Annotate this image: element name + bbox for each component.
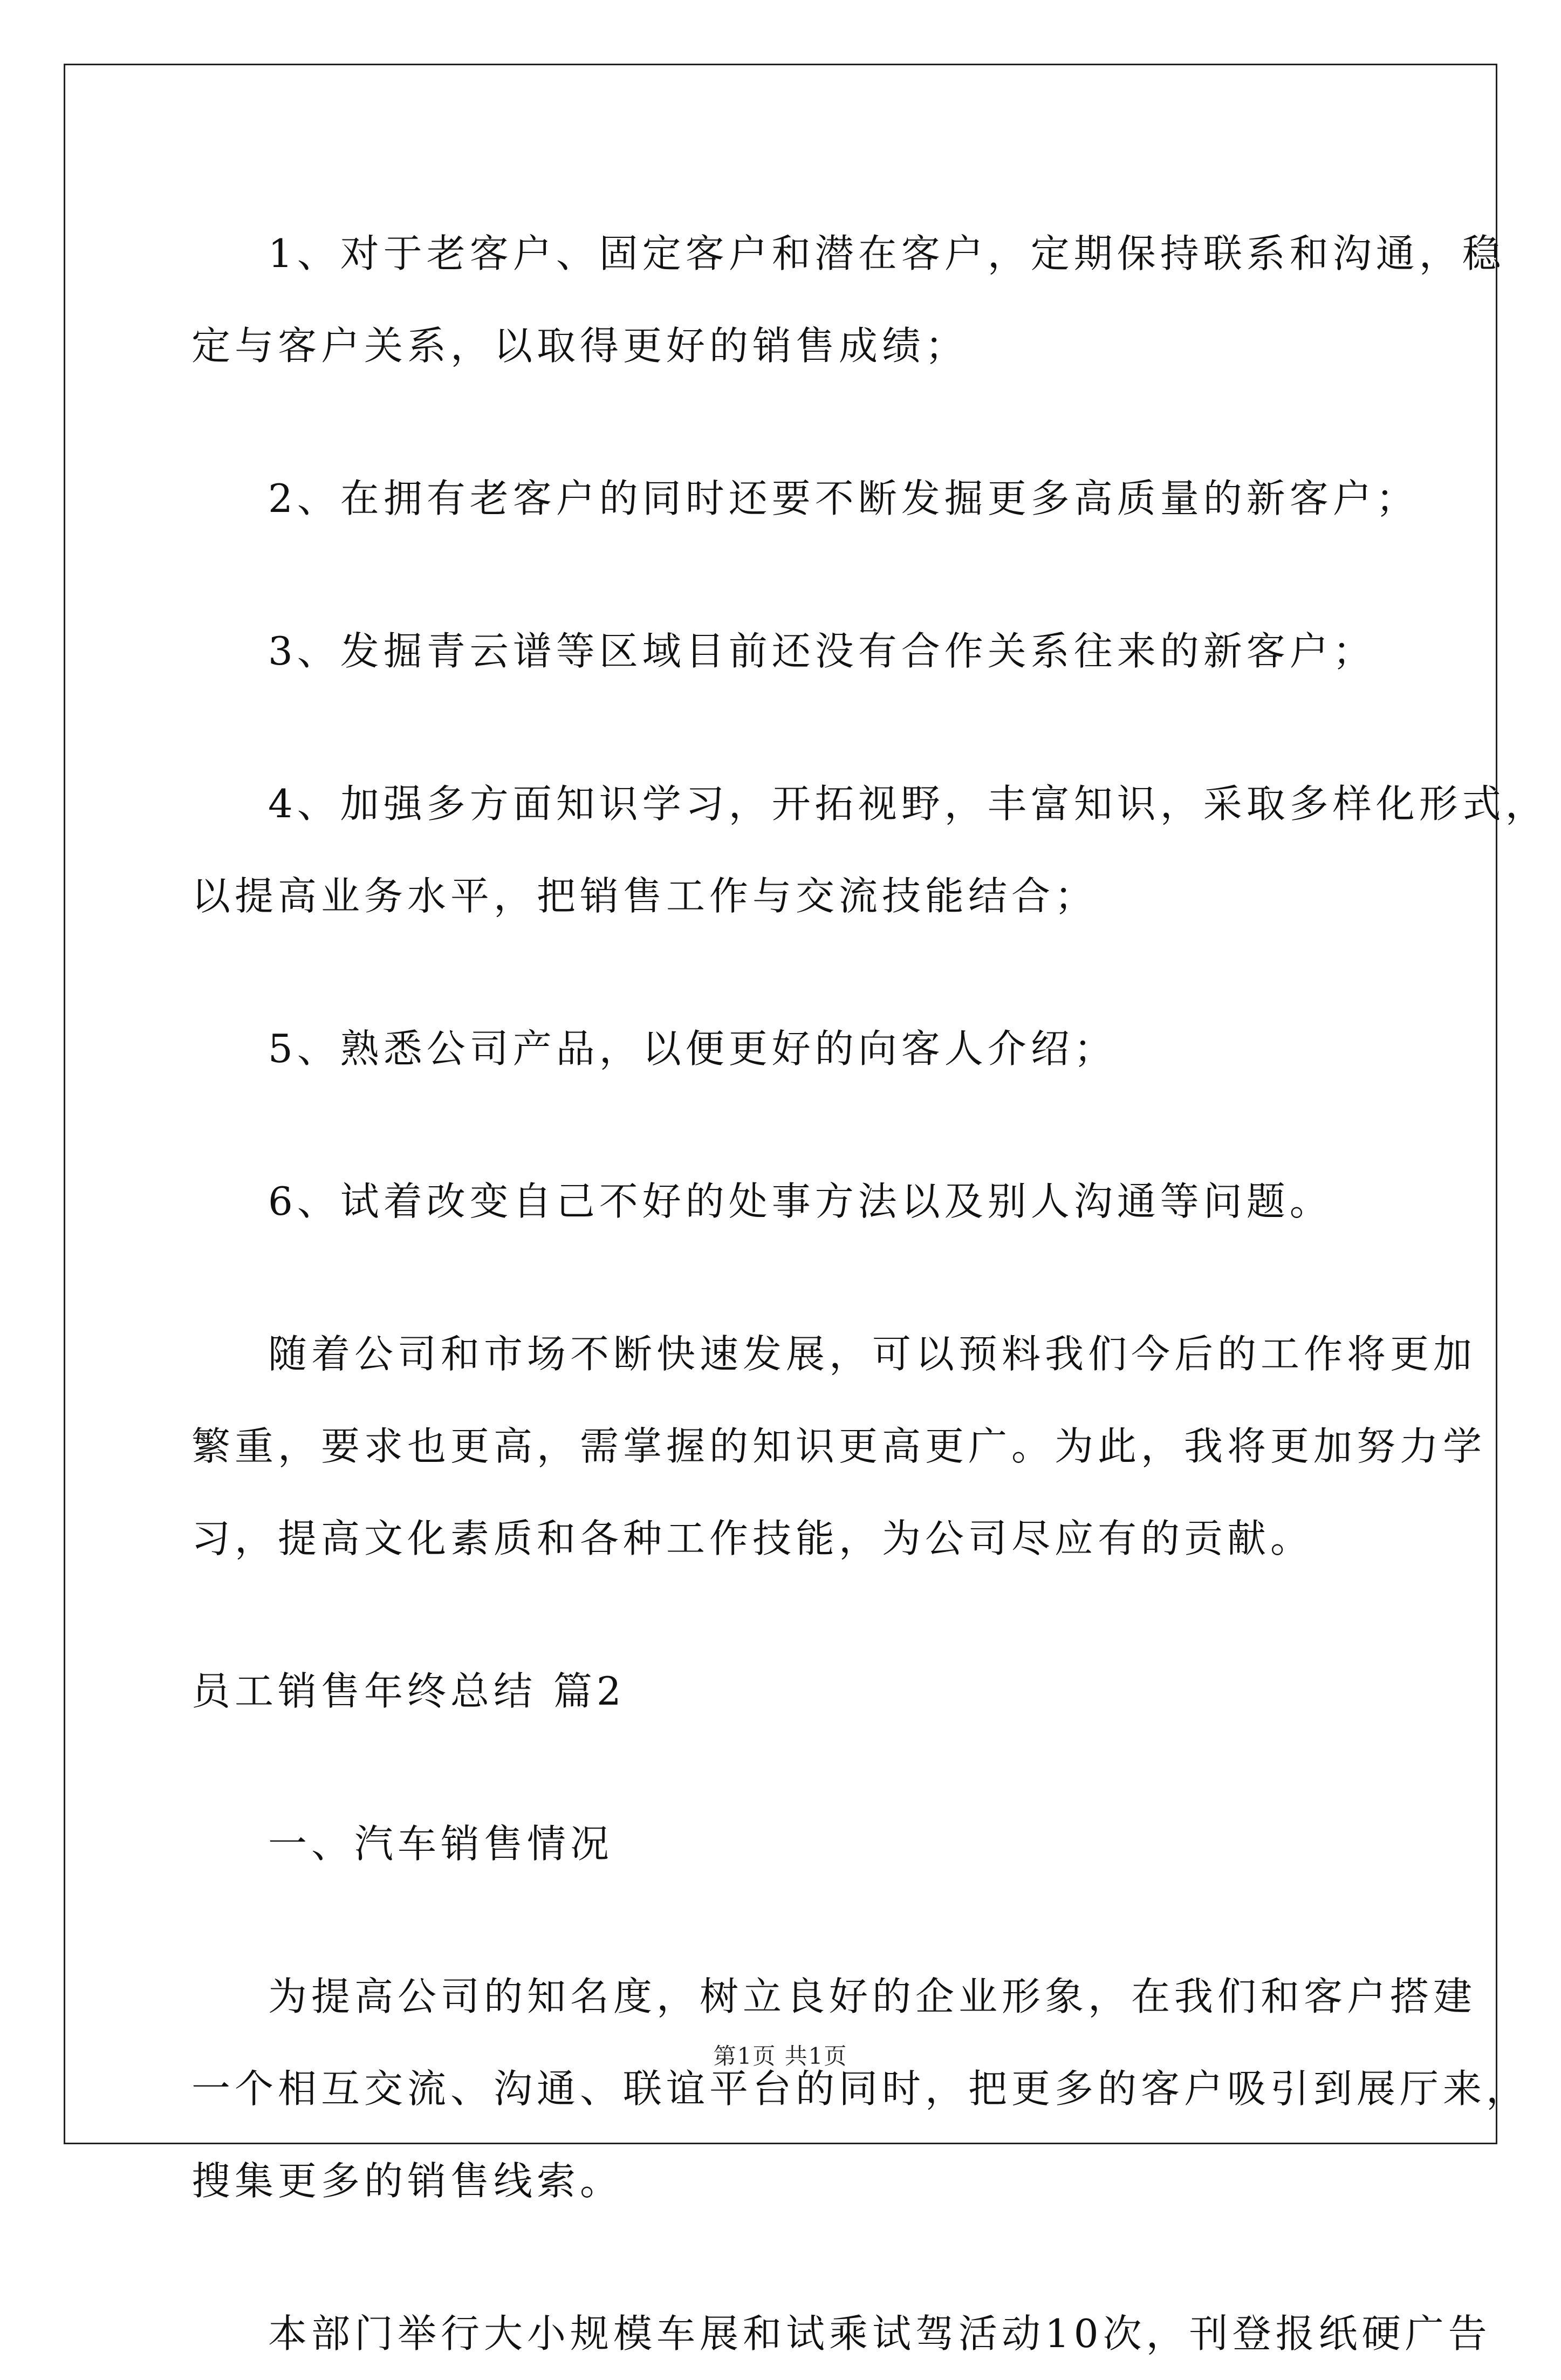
text-line: 以提高业务水平，把销售工作与交流技能结合； xyxy=(191,873,1098,919)
text-line: 6、试着改变自己不好的处事方法以及别人沟通等问题。 xyxy=(268,1179,1333,1224)
paragraph xyxy=(191,1003,1395,1095)
paragraph xyxy=(191,1951,1530,2227)
subheading xyxy=(191,1798,1395,1890)
text-line: 为提高公司的知名度，树立良好的企业形象，在我们和客户搭建 xyxy=(268,1974,1477,2019)
paragraph xyxy=(191,208,1505,392)
paragraph xyxy=(191,758,1549,942)
text-line: 一个相互交流、沟通、联谊平台的同时，把更多的客户吸引到展厅来， xyxy=(191,2066,1530,2111)
text-line: 本部门举行大小规模车展和试乘试驾活动10次，刊登报纸硬广告 xyxy=(268,2311,1491,2356)
paragraph xyxy=(191,453,1419,545)
text-line: 3、发掘青云谱等区域目前还没有合作关系往来的新客户； xyxy=(268,628,1376,674)
paragraph xyxy=(191,1155,1395,1248)
subheading-text: 一、汽车销售情况 xyxy=(268,1821,614,1866)
text-line: 繁重，要求也更高，需掌握的知识更高更广。为此，我将更加努力学 xyxy=(191,1424,1487,1469)
text-line: 习，提高文化素质和各种工作技能，为公司尽应有的贡献。 xyxy=(191,1516,1314,1561)
paragraph xyxy=(191,1308,1487,1585)
text-line: 5、熟悉公司产品，以便更好的向客人介绍； xyxy=(268,1026,1117,1071)
text-line: 搜集更多的销售线索。 xyxy=(191,2158,624,2204)
text-line: 4、加强多方面知识学习，开拓视野，丰富知识，采取多样化形式， xyxy=(268,781,1549,826)
text-line: 随着公司和市场不断快速发展，可以预料我们今后的工作将更加 xyxy=(268,1331,1477,1377)
paragraph xyxy=(191,605,1395,697)
text-line: 2、在拥有老客户的同时还要不断发掘更多高质量的新客户； xyxy=(268,476,1419,521)
section-heading xyxy=(191,1645,1395,1738)
section-title: 员工销售年终总结 篇2 xyxy=(191,1668,626,1714)
text-line: 1、对于老客户、固定客户和潜在客户，定期保持联系和沟通，稳 xyxy=(268,231,1505,276)
paragraph xyxy=(191,2288,1491,2380)
page-footer: 第1页 共1页 xyxy=(713,2043,848,2069)
text-line: 定与客户关系，以取得更好的销售成绩； xyxy=(191,323,969,368)
